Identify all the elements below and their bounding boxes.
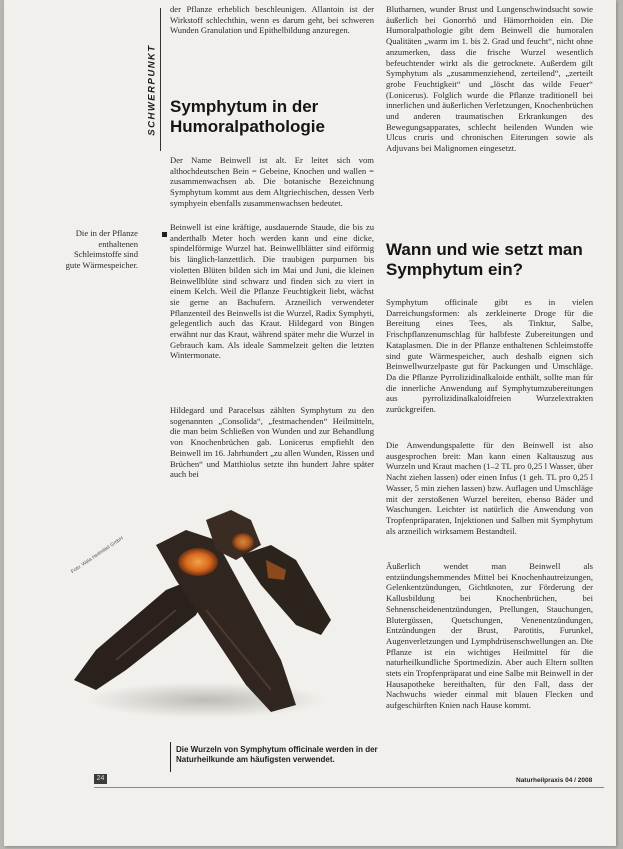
comfrey-root-photo <box>56 500 356 740</box>
magazine-page <box>4 0 616 846</box>
photo-caption: Die Wurzeln von Symphytum officinale werden in der Naturheilkunde am häufigsten verwendet. <box>176 745 378 765</box>
section-tab-label: SCHWERPUNKT <box>146 44 158 136</box>
col2-paragraph-4: Äußerlich wendet man Beinwell als entzündungshemmendes Mittel bei Knochenhautreizungen, Gelenkentzündungen, Gichtknoten, zur Förderung der Kallusbildung bei Knochenbrüchen, bei Sehnenscheidenentzündungen, Prellungen, Stauchungen, Blutergüssen, Quetschungen, Venenentzündungen, Entzündungen der Brust, Parotitis, Furunkel, Augenverletzungen und Lymphdrüsenschwellungen an. Die Pflanze ist ein wichtiges Heilmittel für die naturheilkundliche Sportmedizin. Aber auch Eltern sollten stets ein Tropfenpräparat und eine Salbe mit Beinwell in der Hausapotheke bereithalten, für den Fall, dass der Nachwuchs wieder einmal mit blauen Flecken und aufgeschürften Knien nach Hause kommt. <box>386 561 593 711</box>
section-tab <box>142 30 162 150</box>
page-number: 24 <box>94 774 107 784</box>
footer-rule <box>94 787 604 788</box>
col2-paragraph-1: Blutharnen, wunder Brust und Lungenschwindsucht sowie äußerlich bei Gonorrhö und Hämorrhoiden ein. Die Humoralpathologie gibt dem Beinwell die humoralen Qualitäten „warm im 1. bis 2. Grad und feucht“, nicht ohne anzumerken, dass die frische Wurzel wesentlich befeuchtender wirkt als die getrocknete. Außerdem gilt Symphytum als „zusammenziehend, zerteilend“, „zerteilt grobe Feuchtigkeit“ und „löscht das wilde Feuer“ (Lonicerus). Folglich wurde die Pflanze traditionell bei innerlichen und äußerlichen Verletzungen, Knochenbrüchen und anderen traumatischen Erkrankungen des Bewegungsapparates, schlecht heilenden Wunden wie Ulcus cruris und chronischen Eiterungen sowie als Adjuvans bei Malignomen eingesetzt. <box>386 4 593 154</box>
col2-paragraph-3: Die Anwendungspalette für den Beinwell ist also ausgesprochen breit: Man kann einen Kaltauszug aus Wurzeln und Kraut machen (1–2 TL pro 0,25 l Wasser, über Nacht ziehen lassen) oder einen Infus (1 geh. TL pro 0,25 l Wasser, 5 min ziehen lassen) bzw. Auflagen und Umschläge mit der zerstoßenen Wurzel bereiten, ebenso Bäder und Waschungen. Leichter ist natürlich die Anwendung von Tropfenpräparaten, Injektionen und Salben mit Symphytum als arzneilich wirksamem Bestandteil. <box>386 440 593 536</box>
photo-credit: Foto: Wala Heilmittel GmbH <box>70 535 125 575</box>
col2-paragraph-2: Symphytum officinale gibt es in vielen Darreichungsformen: als zerkleinerte Droge für die Bereitung eines Tees, als Tinktur, Salbe, Frischpflanzenumschlag für halbfeste Zubereitungen und Kataplasmen. Die in der Pflanze enthaltenen Schleimstoffe sind gute Wärmespeicher, auch deshalb eignen sich Beinwellwurzelpaste gut für Packungen und Umschläge. Da die Pflanze Pyrrolizidinalkaloide enthält, sollte man für die innerliche Anwendung auf Symphytumzubereitungen aus pyrrolizidinalkaloidfreien Wurzelextrakten zurückgreifen. <box>386 297 593 415</box>
side-quote: Die in der Pflanze enthaltenen Schleimstoffe sind gute Wärmespeicher. <box>65 228 138 270</box>
col1-intro: der Pflanze erheblich beschleunigen. Allantoin ist der Wirkstoff schlechthin, wenn es darum geht, bei schweren Wunden Granulation und Epithelbildung anzuregen. <box>170 4 374 36</box>
col1-heading: Symphytum in der Humoralpathologie <box>170 97 325 136</box>
col1-paragraph-3: Hildegard und Paracelsus zählten Symphytum zu den sogenannten „Consolida“, „festmachenden“ Heilmitteln, die man beim Schließen von Wunden und zur Behandlung von Knochenbrüchen gab. Lonicerus empfiehlt den Beinwell im 16. Jahrhundert „zu allen Wunden, Rissen und Brüchen“ und Matthiolus setzte ihn hundert Jahre später auch bei <box>170 405 374 480</box>
col1-paragraph-1: Der Name Beinwell ist alt. Er leitet sich vom althochdeutschen Bein = Gebeine, Knochen und wallen = zusammenwachsen ab. Die botanische Bezeichnung Symphytum kommt aus dem Altgriechischen, dessen Verb symphyein ebenfalls zusammenwachsen bedeutet. <box>170 155 374 208</box>
section-divider <box>160 8 161 151</box>
col1-paragraph-2: Beinwell ist eine kräftige, ausdauernde Staude, die bis zu anderthalb Meter hoch werden kann und eine dicke, spindelförmige Wurzel hat. Beinwellblätter sind eiförmig bis länglich-lanzettlich. Die traubigen purpurnen bis violetten Blüten bilden sich im Mai und Juni, die kleinen Beinwellblüte sind schwarz und finden sich zu viert in einem Kelch. Weil die Pflanze Feuchtigkeit liebt, wächst sie gerne an Bachufern. Arzneilich verwendeter Pflanzenteil des Beinwells ist die Wurzel, Radix Symphyti, gelegentlich auch das Kraut. Hildegard von Bingen erwähnt nur das Kraut, während später mehr die Wurzel in Gebrauch kam. Als ideale Sammelzeit gelten die letzten Wintermonate. <box>170 222 374 361</box>
caption-marker <box>170 742 171 772</box>
quote-marker <box>162 232 167 237</box>
col2-heading: Wann und wie setzt man Symphytum ein? <box>386 240 583 279</box>
journal-footer: Naturheilpraxis 04 / 2008 <box>516 777 593 784</box>
